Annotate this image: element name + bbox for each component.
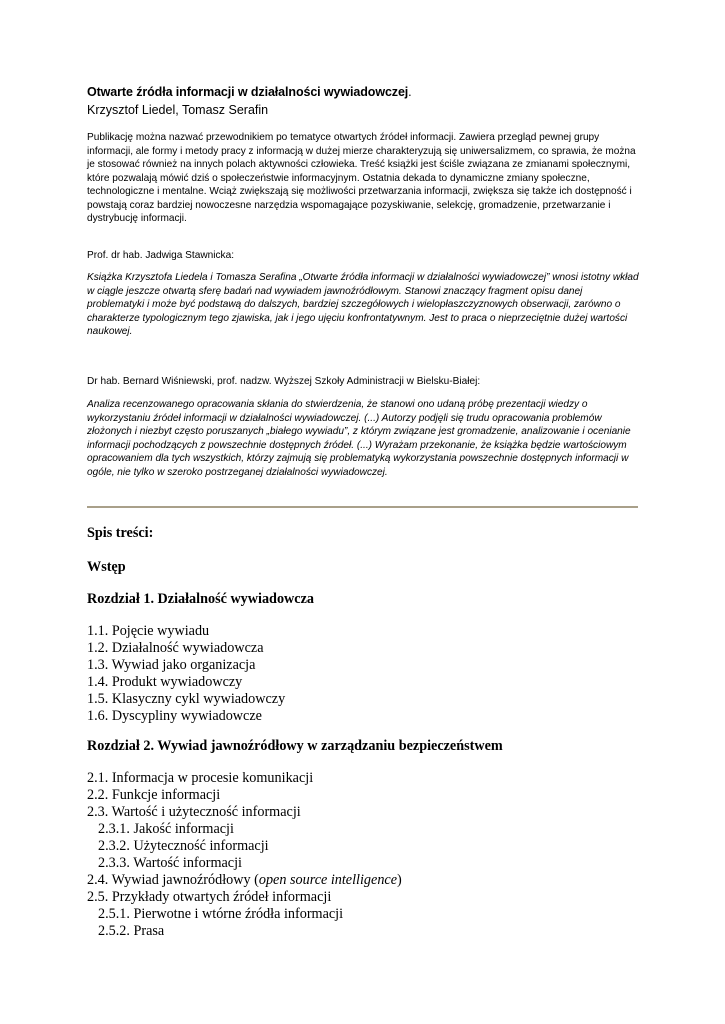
toc-subitem: 2.3.2. Użyteczność informacji xyxy=(98,838,269,854)
book-title xyxy=(87,85,412,99)
toc-item: 1.6. Dyscypliny wywiadowcze xyxy=(87,708,262,724)
reviewer-name: Prof. dr hab. Jadwiga Stawnicka: xyxy=(87,250,234,261)
toc-subitem: 2.5.2. Prasa xyxy=(98,923,165,939)
toc-subitem: 2.3.1. Jakość informacji xyxy=(98,821,234,837)
book-description: Publikację można nazwać przewodnikiem po tematyce otwartych źródeł informacji. Zawiera przegląd pewnej grupy informacji, ale formy i metody pracy z informacją w dużej mierze charakteryzują się uniwersalizmem, co sprawia, że można je stosować również na innych polach aktywności człowieka. Treść książki jest ściśle związana ze zmianami społecznymi, które pozwalają mówić dziś o społeczeństwie informacyjnym. Ostatnia dekada to dynamiczne zmiany społeczne, technologiczne i mentalne. Wciąż zwiększają się możliwości przetwarzania informacji, zwiększa się także ich dostępność i powstają coraz bardziej nowoczesne narzędzia wspomagające pozyskiwanie, selekcję, gromadzenie, przetwarzanie i dystrybucję informacji. xyxy=(87,132,636,224)
toc-subitem: 2.3.3. Wartość informacji xyxy=(98,855,242,871)
toc-item-text-end: ) xyxy=(397,872,402,888)
toc-item: 2.5. Przykłady otwartych źródeł informacji xyxy=(87,889,332,905)
toc-item-text: 2.4. Wywiad jawnoźródłowy ( xyxy=(87,872,259,888)
toc-item: 1.3. Wywiad jako organizacja xyxy=(87,657,256,673)
toc-item: 1.5. Klasyczny cykl wywiadowczy xyxy=(87,691,286,707)
book-title-suffix: . xyxy=(408,85,412,99)
review-text: Książka Krzysztofa Liedela i Tomasza Serafina „Otwarte źródła informacji w działalności wywiadowczej” wnosi istotny wkład w ciągle jeszcze otwartą sferę badań nad wywiadem jawnoźródłowym. Stanowi znaczący fragment opisu danej problematyki i może być podstawą do dalszych, bardziej szczegółowych i wielopłaszczyznowych obserwacji, zarówno o charakterze typologicznym tego zjawiska, jak i jego ujęciu konfrontatywnym. Jest to praca o nieprzeciętnie dużej wartości naukowej. xyxy=(87,272,639,337)
toc-heading: Spis treści: xyxy=(87,525,154,541)
toc-item: 2.3. Wartość i użyteczność informacji xyxy=(87,804,301,820)
toc-subitem: 2.5.1. Pierwotne i wtórne źródła informacji xyxy=(98,906,344,922)
section-divider xyxy=(87,506,638,508)
toc-item: 1.2. Działalność wywiadowcza xyxy=(87,640,264,656)
book-authors: Krzysztof Liedel, Tomasz Serafin xyxy=(87,103,269,117)
toc-item-italic-term: open source intelligence xyxy=(258,872,398,888)
toc-item xyxy=(87,872,402,889)
toc-item: 2.1. Informacja w procesie komunikacji xyxy=(87,770,314,786)
book-title-text: Otwarte źródła informacji w działalności wywiadowczej xyxy=(87,85,409,99)
toc-chapter-1: Rozdział 1. Działalność wywiadowcza xyxy=(87,591,314,607)
toc-item: 1.1. Pojęcie wywiadu xyxy=(87,623,210,639)
toc-intro: Wstęp xyxy=(87,559,126,575)
toc-item: 2.2. Funkcje informacji xyxy=(87,787,221,803)
reviewer-name: Dr hab. Bernard Wiśniewski, prof. nadzw. Wyższej Szkoły Administracji w Bielsku-Białej: xyxy=(87,376,481,387)
review-text: Analiza recenzowanego opracowania skłania do stwierdzenia, że stanowi ono udaną próbę prezentacji wiedzy o wykorzystaniu źródeł informacji w działalności wywiadowczej. (...) Autorzy podjęli się trudu opracowania problemów złożonych i niezbyt często poruszanych „białego wywiadu”, z którym związane jest gromadzenie, analizowanie i ocenianie informacji pochodzących z powszechnie dostępnych źródeł. (...) Wyrażam przekonanie, że książka będzie wartościowym opracowaniem dla tych wszystkich, którzy zajmują się problematyką wykorzystania powszechnie dostępnych informacji w ogóle, nie tylko w szeroko postrzeganej działalności wywiadowczej. xyxy=(87,399,631,478)
toc-chapter-2: Rozdział 2. Wywiad jawnoźródłowy w zarządzaniu bezpieczeństwem xyxy=(87,738,503,754)
toc-item: 1.4. Produkt wywiadowczy xyxy=(87,674,243,690)
